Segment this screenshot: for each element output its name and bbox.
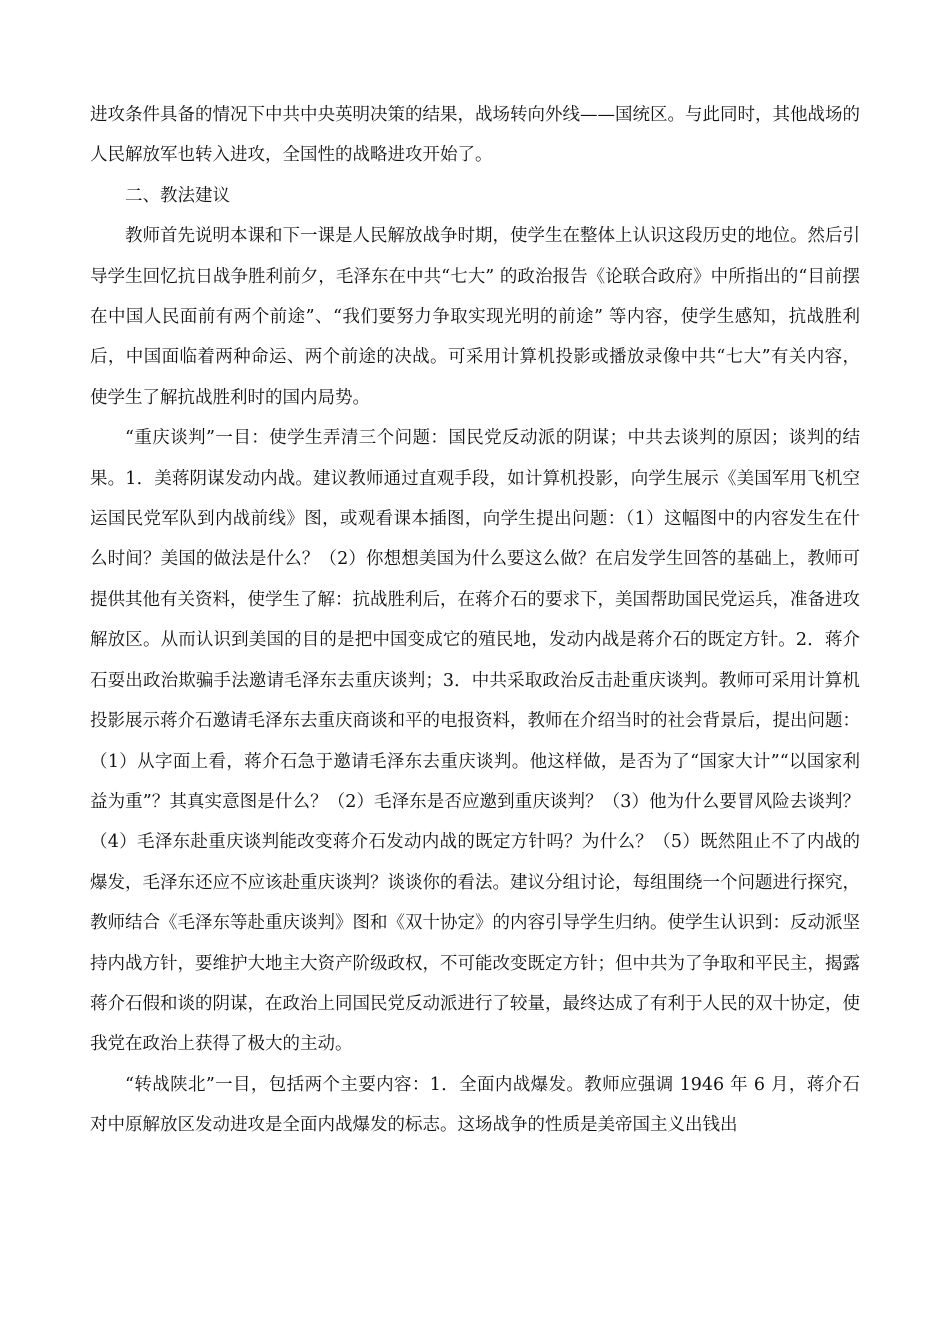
paragraph-northern-shaanxi: “转战陕北”一目，包括两个主要内容：1．全面内战爆发。教师应强调 1946 年 6 月，蒋介石对中原解放区发动进攻是全面内战爆发的标志。这场战争的性质是美帝国主义出钱出 [90, 1074, 860, 1136]
section-heading: 二、教法建议 [125, 185, 230, 206]
paragraph-chongqing-talks: “重庆谈判”一目：使学生弄清三个问题：国民党反动派的阴谋；中共去谈判的原因；谈判的结果。1．美蒋阴谋发动内战。建议教师通过直观手段，如计算机投影，向学生展示《美国军用飞机空运国民党军队到内战前线》图，或观看课本插图，向学生提出问题：（1）这幅图中的内容发生在什么时间？美国的做法是什么？（2）你想想美国为什么要这么做？在启发学生回答的基础上，教师可提供其他有关资料，使学生了解：抗战胜利后，在蒋介石的要求下，美国帮助国民党运兵，准备进攻解放区。从而认识到美国的目的是把中国变成它的殖民地，发动内战是蒋介石的既定方针。2．蒋介石耍出政治欺骗手法邀请毛泽东去重庆谈判；3．中共采取政治反击赴重庆谈判。教师可采用计算机投影展示蒋介石邀请毛泽东去重庆商谈和平的电报资料，教师在介绍当时的社会背景后，提出问题：（1）从字面上看，蒋介石急于邀请毛泽东去重庆谈判。他这样做，是否为了“国家大计”“以国家利益为重”？其真实意图是什么？（2）毛泽东是否应邀到重庆谈判？（3）他为什么要冒风险去谈判？（4）毛泽东赴重庆谈判能改变蒋介石发动内战的既定方针吗？为什么？（5）既然阻止不了内战的爆发，毛泽东还应不应该赴重庆谈判？谈谈你的看法。建议分组讨论，每组围绕一个问题进行探究，教师结合《毛泽东等赴重庆谈判》图和《双十协定》的内容引导学生归纳。使学生认识到：反动派坚持内战方针，要维护大地主大资产阶级政权，不可能改变既定方针；但中共为了争取和平民主，揭露蒋介石假和谈的阴谋，在政治上同国民党反动派进行了较量，最终达成了有利于人民的双十协定，使我党在政治上获得了极大的主动。 [90, 428, 860, 1055]
paragraph-continuation: 进攻条件具备的情况下中共中央英明决策的结果，战场转向外线——国统区。与此同时，其他战场的人民解放军也转入进攻，全国性的战略进攻开始了。 [90, 105, 860, 166]
paragraph-intro: 教师首先说明本课和下一课是人民解放战争时期，使学生在整体上认识这段历史的地位。然后引导学生回忆抗日战争胜利前夕，毛泽东在中共“七大” 的政治报告《论联合政府》中所指出的“目前摆在中国人民面前有两个前途”、“我们要努力争取实现光明的前途” 等内容，使学生感知，抗战胜利后，中国面临着两种命运、两个前途的决战。可采用计算机投影或播放录像中共“七大”有关内容，使学生了解抗战胜利时的国内局势。 [90, 226, 860, 408]
document-page [90, 95, 860, 1146]
